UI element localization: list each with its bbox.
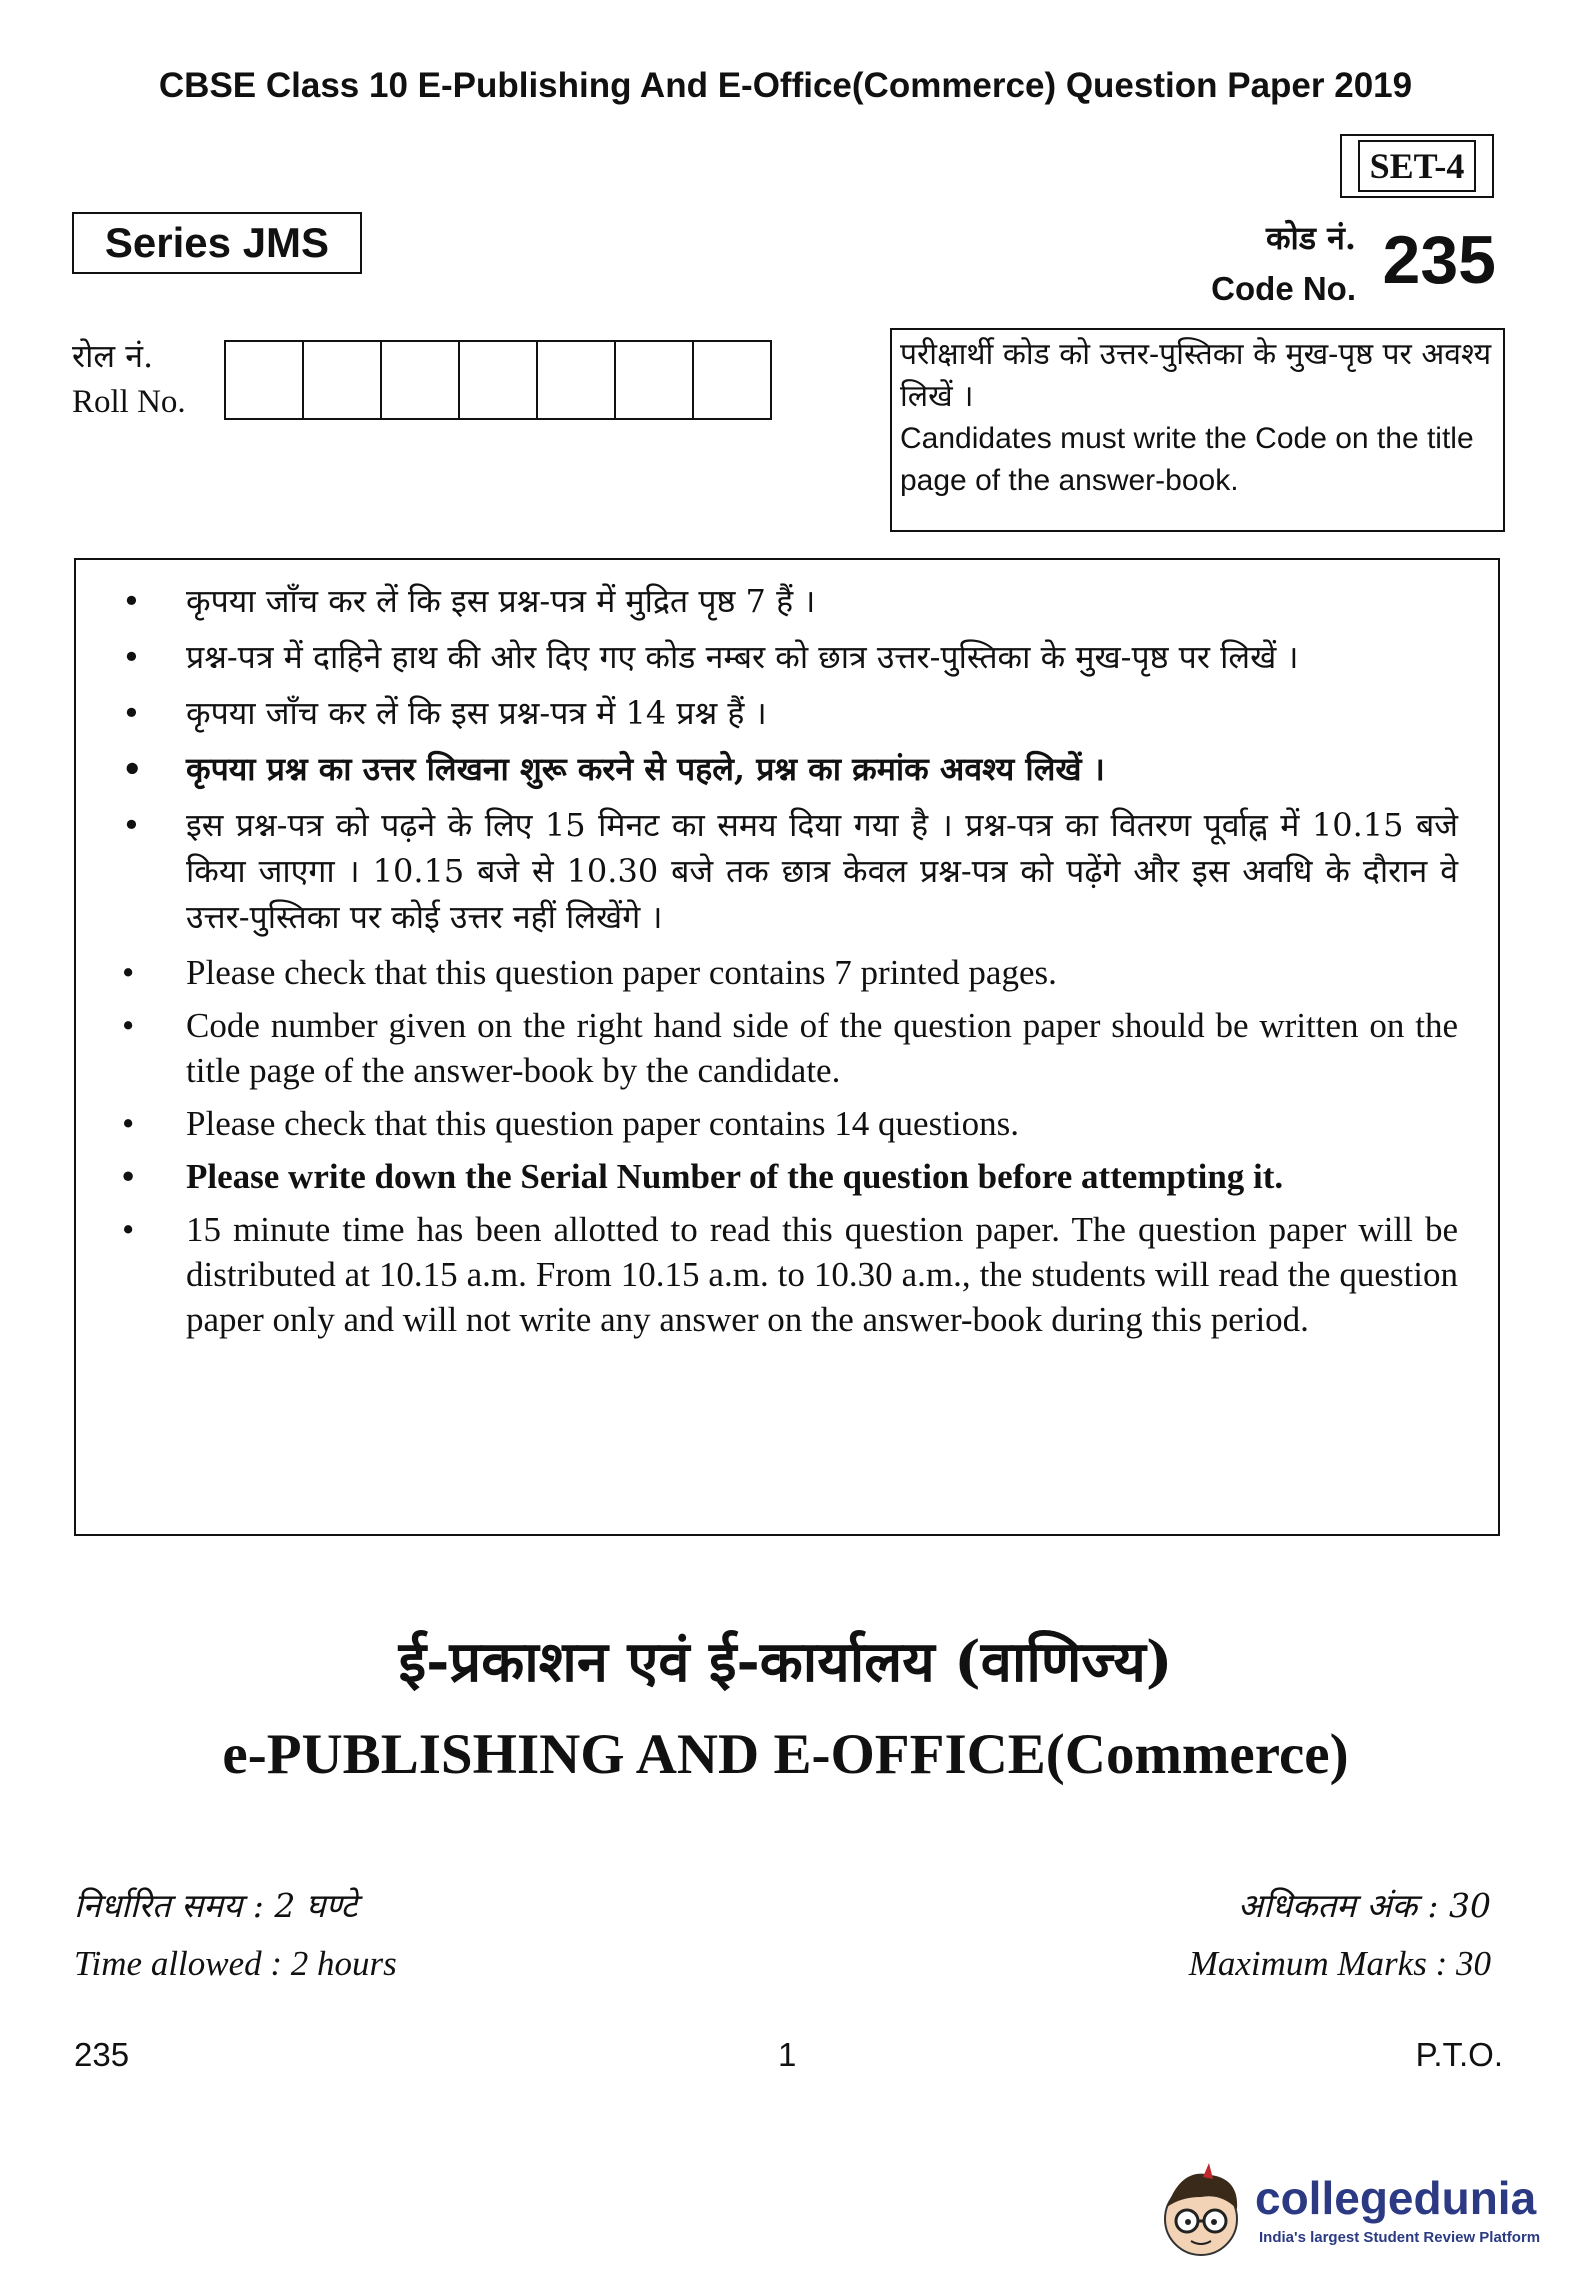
bullet-icon: • bbox=[122, 750, 143, 788]
series-badge bbox=[72, 212, 362, 274]
time-allowed-english: Time allowed : 2 hours bbox=[74, 1944, 397, 1983]
instructions-box bbox=[74, 558, 1500, 1536]
roll-digit-box bbox=[224, 340, 304, 420]
max-marks-hindi: अधिकतम अंक : 30 bbox=[1237, 1886, 1491, 1925]
bullet-icon: • bbox=[122, 806, 141, 844]
code-label-english: Code No. bbox=[1211, 270, 1356, 307]
instruction-item: • कृपया जाँच कर लें कि इस प्रश्न-पत्र में 14 प्रश्न हैं । bbox=[116, 690, 1458, 736]
roll-digit-box bbox=[614, 340, 694, 420]
code-label-hindi: कोड नं. bbox=[1265, 219, 1356, 257]
instructions-list bbox=[116, 578, 1458, 1342]
instruction-item: • Please check that this question paper contains 7 printed pages. bbox=[116, 950, 1458, 995]
set-label: SET-4 bbox=[1358, 140, 1477, 192]
instruction-item: • इस प्रश्न-पत्र को पढ़ने के लिए 15 मिनट का समय दिया गया है । प्रश्न-पत्र का वितरण पूर्वाह्न में 10.15 बजे किया जाएगा । 10.15 बजे से 10.30 बजे तक छात्र केवल प्रश्न-पत्र को पढ़ेंगे और इस अवधि के दौरान वे उत्तर-पुस्तिका पर कोई उत्तर नहीं लिखेंगे । bbox=[116, 802, 1458, 940]
roll-digit-box bbox=[302, 340, 382, 420]
bullet-icon: • bbox=[122, 1006, 135, 1045]
document-title: CBSE Class 10 E-Publishing And E-Office(Commerce) Question Paper 2019 bbox=[158, 66, 1413, 105]
bullet-icon: • bbox=[122, 953, 135, 992]
time-allowed-hindi: निर्धारित समय : 2 घण्टे bbox=[74, 1886, 358, 1925]
code-number: 235 bbox=[1382, 222, 1496, 298]
instruction-item: • कृपया प्रश्न का उत्तर लिखना शुरू करने से पहले, प्रश्न का क्रमांक अवश्य लिखें । bbox=[116, 746, 1458, 792]
logo-tagline: India's largest Student Review Platform bbox=[1259, 2229, 1541, 2246]
roll-label-english: Roll No. bbox=[72, 384, 186, 420]
candidate-note-hindi: परीक्षार्थी कोड को उत्तर-पुस्तिका के मुख-पृष्ठ पर अवश्य लिखें । bbox=[900, 337, 1492, 414]
set-badge bbox=[1340, 134, 1494, 198]
roll-number-boxes bbox=[226, 340, 772, 420]
page-number: 1 bbox=[778, 2036, 797, 2073]
instruction-item: • Please check that this question paper contains 14 questions. bbox=[116, 1101, 1458, 1146]
max-marks-english: Maximum Marks : 30 bbox=[1188, 1944, 1491, 1983]
bullet-icon: • bbox=[122, 694, 141, 732]
roll-digit-box bbox=[380, 340, 460, 420]
bullet-icon: • bbox=[122, 582, 141, 620]
bullet-icon: • bbox=[122, 1104, 135, 1143]
candidate-note-english: Candidates must write the Code on the title page of the answer-book. bbox=[900, 422, 1474, 497]
instruction-item: • Please write down the Serial Number of the question before attempting it. bbox=[116, 1154, 1458, 1199]
candidate-note-box bbox=[890, 328, 1505, 532]
roll-label-hindi: रोल नं. bbox=[72, 337, 154, 375]
bullet-icon: • bbox=[122, 638, 141, 676]
instruction-item: • प्रश्न-पत्र में दाहिने हाथ की ओर दिए गए कोड नम्बर को छात्र उत्तर-पुस्तिका के मुख-पृष्ठ पर लिखें । bbox=[116, 634, 1458, 680]
roll-digit-box bbox=[536, 340, 616, 420]
footer-code: 235 bbox=[74, 2036, 130, 2073]
subject-title-hindi: ई-प्रकाशन एवं ई-कार्यालय (वाणिज्य) bbox=[398, 1629, 1173, 1695]
mascot-icon bbox=[1151, 2157, 1255, 2267]
logo-wordmark: collegedunia bbox=[1255, 2172, 1537, 2224]
pto-label: P.T.O. bbox=[1415, 2036, 1503, 2073]
instruction-item: • 15 minute time has been allotted to read this question paper. The question paper will be distributed at 10.15 a.m. From 10.15 a.m. to 10.30 a.m., the students will read the question paper only and will not write any answer on the answer-book during this period. bbox=[116, 1207, 1458, 1342]
collegedunia-logo bbox=[1151, 2157, 1551, 2267]
subject-title-english: e-PUBLISHING AND E-OFFICE(Commerce) bbox=[222, 1723, 1349, 1786]
bullet-icon: • bbox=[122, 1210, 135, 1249]
series-label: Series JMS bbox=[104, 219, 330, 266]
instruction-item: • Code number given on the right hand side of the question paper should be written on the title page of the answer-book by the candidate. bbox=[116, 1003, 1458, 1093]
instruction-item: • कृपया जाँच कर लें कि इस प्रश्न-पत्र में मुद्रित पृष्ठ 7 हैं । bbox=[116, 578, 1458, 624]
bullet-icon: • bbox=[122, 1157, 135, 1196]
roll-digit-box bbox=[692, 340, 772, 420]
roll-digit-box bbox=[458, 340, 538, 420]
